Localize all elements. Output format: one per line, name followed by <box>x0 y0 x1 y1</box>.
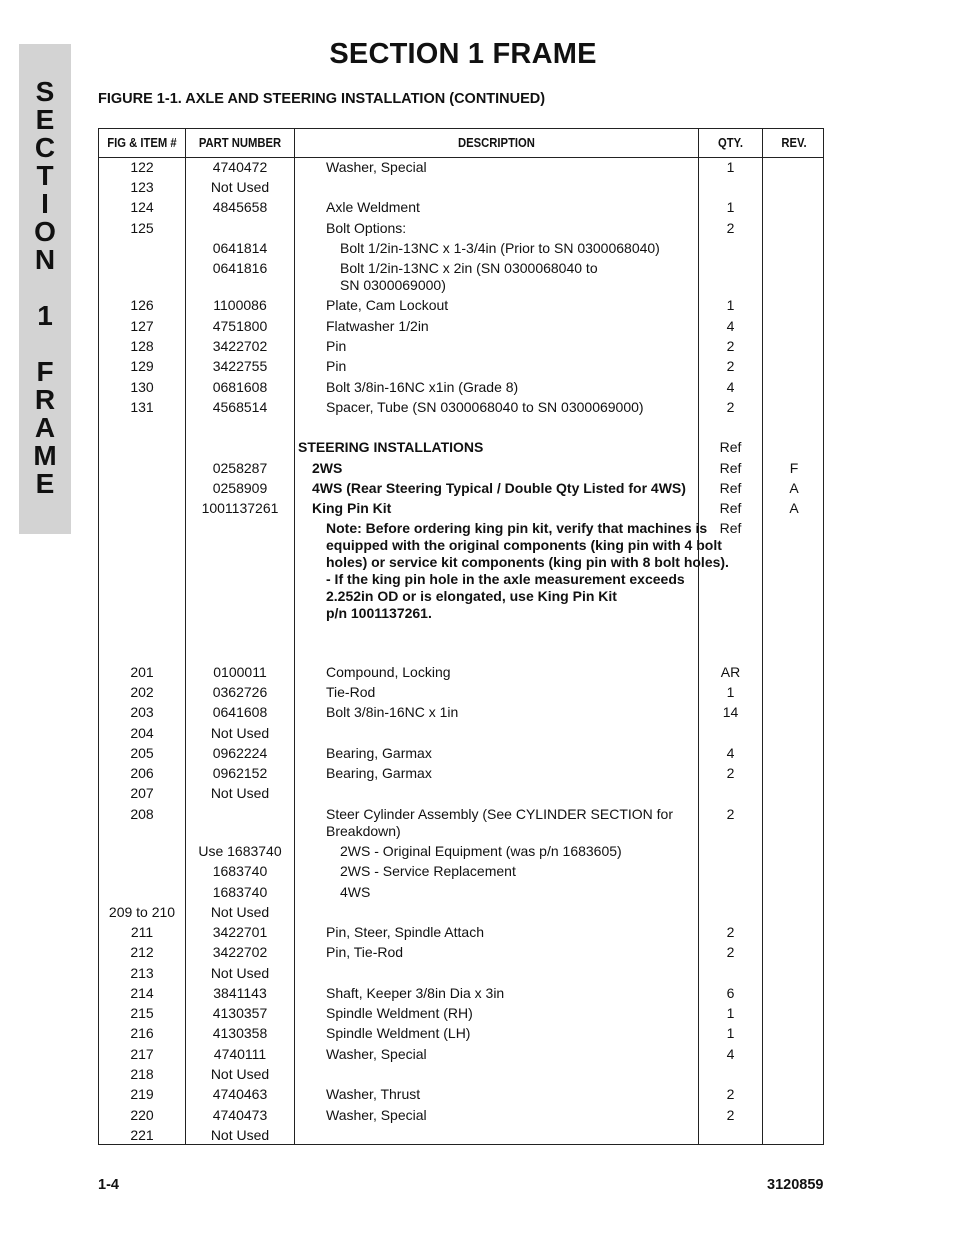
cell-description: 2WS <box>312 460 343 476</box>
cell-qty: 2 <box>726 338 735 354</box>
cell-rev: A <box>789 480 799 496</box>
cell-description: Pin, Tie-Rod <box>326 944 404 960</box>
page-title: SECTION 1 FRAME <box>329 38 597 70</box>
cell-part-number: Not Used <box>210 179 270 195</box>
cell-part-number: 1100086 <box>213 297 267 313</box>
cell-qty: Ref <box>719 460 742 476</box>
cell-qty: 2 <box>726 1086 735 1102</box>
cell-description: Compound, Locking <box>326 664 451 680</box>
cell-qty: 4 <box>726 1046 735 1062</box>
cell-fig-item: 219 <box>130 1086 154 1102</box>
cell-fig-item: 216 <box>130 1025 154 1041</box>
cell-description: Bolt Options: <box>326 220 407 236</box>
cell-description: 2WS - Service Replacement <box>340 863 516 879</box>
cell-part-number: 4845658 <box>212 199 268 215</box>
cell-description: Steer Cylinder Assembly (See CYLINDER SECTION for Breakdown) <box>326 806 673 839</box>
cell-fig-item: 122 <box>130 159 154 175</box>
cell-description: Spindle Weldment (LH) <box>326 1025 471 1041</box>
page-number: 1-4 <box>98 1177 119 1193</box>
side-tab-letters <box>19 78 71 498</box>
cell-qty: 2 <box>726 924 735 940</box>
cell-part-number: 3422702 <box>212 338 268 354</box>
cell-part-number: 0641816 <box>212 260 268 276</box>
column-header-part-number: PART NUMBER <box>198 136 282 150</box>
cell-fig-item: 201 <box>130 664 154 680</box>
cell-part-number: 4740472 <box>212 159 268 175</box>
cell-qty: AR <box>720 664 741 680</box>
side-tab-letter: I <box>41 188 49 219</box>
cell-fig-item: 204 <box>130 725 154 741</box>
cell-description: Spacer, Tube (SN 0300068040 to SN 0300069000) <box>326 399 644 415</box>
cell-description: STEERING INSTALLATIONS <box>298 439 484 455</box>
column-header-rev: REV. <box>781 136 807 150</box>
cell-fig-item: 209 to 210 <box>108 904 176 920</box>
cell-part-number: 0362726 <box>212 684 268 700</box>
column-divider <box>762 129 763 1144</box>
cell-part-number: Not Used <box>210 785 270 801</box>
cell-part-number: 0641814 <box>212 240 268 256</box>
cell-fig-item: 130 <box>130 379 154 395</box>
cell-part-number: 3422701 <box>212 924 268 940</box>
cell-description: Bolt 1/2in-13NC x 2in (SN 0300068040 to SN 0300069000) <box>340 260 598 293</box>
cell-description: 2WS - Original Equipment (was p/n 1683605) <box>340 843 622 859</box>
side-tab-letter: F <box>36 356 54 387</box>
cell-fig-item: 131 <box>130 399 154 415</box>
side-tab-letter: T <box>36 160 54 191</box>
cell-description: Washer, Special <box>326 1046 427 1062</box>
cell-description: Pin <box>326 358 347 374</box>
cell-fig-item: 215 <box>130 1005 154 1021</box>
side-tab-letter: S <box>35 76 55 107</box>
cell-qty: Ref <box>719 500 742 516</box>
cell-part-number: 1683740 <box>212 884 268 900</box>
document-number: 3120859 <box>767 1177 824 1193</box>
cell-part-number: Not Used <box>210 965 270 981</box>
cell-part-number: 4751800 <box>212 318 268 334</box>
cell-part-number: 3422702 <box>212 944 268 960</box>
cell-description: Shaft, Keeper 3/8in Dia x 3in <box>326 985 505 1001</box>
cell-fig-item: 206 <box>130 765 154 781</box>
cell-description: Tie-Rod <box>326 684 376 700</box>
cell-part-number: 0258287 <box>212 460 268 476</box>
side-tab-letter: C <box>34 132 56 163</box>
cell-fig-item: 217 <box>130 1046 154 1062</box>
cell-fig-item: 126 <box>130 297 154 313</box>
cell-description: Plate, Cam Lockout <box>326 297 449 313</box>
cell-qty: 2 <box>726 944 735 960</box>
cell-fig-item: 125 <box>130 220 154 236</box>
cell-part-number: 0681608 <box>212 379 268 395</box>
cell-qty: Ref <box>719 480 742 496</box>
column-header-description: DESCRIPTION <box>458 136 535 150</box>
cell-qty: 1 <box>726 297 735 313</box>
cell-description: 4WS (Rear Steering Typical / Double Qty Listed for 4WS) <box>312 480 686 496</box>
cell-description: Bolt 1/2in-13NC x 1-3/4in (Prior to SN 0300068040) <box>340 240 660 256</box>
cell-part-number: 4740463 <box>212 1086 268 1102</box>
cell-qty: 1 <box>726 159 735 175</box>
cell-description: Bearing, Garmax <box>326 745 432 761</box>
cell-description: Pin, Steer, Spindle Attach <box>326 924 484 940</box>
side-tab-letter: M <box>33 440 57 471</box>
cell-description: King Pin Kit <box>312 500 392 516</box>
side-tab-letter: R <box>34 384 56 415</box>
cell-description: Washer, Thrust <box>326 1086 421 1102</box>
cell-part-number: 3841143 <box>213 985 267 1001</box>
cell-description: Washer, Special <box>326 159 427 175</box>
cell-part-number: Not Used <box>210 725 270 741</box>
cell-fig-item: 124 <box>130 199 154 215</box>
cell-qty: 6 <box>726 985 735 1001</box>
cell-fig-item: 208 <box>130 806 154 822</box>
cell-qty: 4 <box>726 379 735 395</box>
cell-part-number: 1001137261 <box>201 500 279 516</box>
cell-qty: 1 <box>726 1025 735 1041</box>
cell-description: Spindle Weldment (RH) <box>326 1005 473 1021</box>
cell-qty: Ref <box>719 520 742 536</box>
cell-fig-item: 214 <box>130 985 154 1001</box>
cell-qty: 1 <box>726 199 735 215</box>
cell-description: Bolt 3/8in-16NC x1in (Grade 8) <box>326 379 519 395</box>
cell-description: Bearing, Garmax <box>326 765 432 781</box>
cell-fig-item: 203 <box>130 704 154 720</box>
cell-fig-item: 212 <box>130 944 154 960</box>
header-divider <box>99 157 823 158</box>
cell-fig-item: 207 <box>130 785 154 801</box>
cell-part-number: 4130357 <box>212 1005 268 1021</box>
cell-qty: 2 <box>726 399 735 415</box>
cell-qty: 4 <box>726 745 735 761</box>
cell-qty: 14 <box>722 704 739 720</box>
cell-fig-item: 205 <box>130 745 154 761</box>
cell-part-number: 1683740 <box>212 863 268 879</box>
cell-rev: F <box>789 460 799 476</box>
cell-fig-item: 127 <box>130 318 154 334</box>
cell-part-number: 0641608 <box>212 704 268 720</box>
column-header-fig-item: FIG & ITEM # <box>107 136 177 150</box>
cell-fig-item: 202 <box>130 684 154 700</box>
cell-qty: 1 <box>726 684 735 700</box>
cell-description: Flatwasher 1/2in <box>326 318 429 334</box>
cell-fig-item: 128 <box>130 338 154 354</box>
cell-description: Axle Weldment <box>326 199 420 215</box>
side-tab-letter: E <box>35 104 55 135</box>
cell-fig-item: 221 <box>130 1127 154 1143</box>
cell-part-number: 0258909 <box>212 480 268 496</box>
cell-qty: 2 <box>726 765 735 781</box>
cell-part-number: Use 1683740 <box>198 843 282 859</box>
cell-part-number: 4568514 <box>212 399 268 415</box>
cell-part-number: 3422755 <box>212 358 268 374</box>
cell-description: Washer, Special <box>326 1107 427 1123</box>
cell-fig-item: 123 <box>130 179 154 195</box>
cell-description: Note: Before ordering king pin kit, verify that machines is equipped with the original components (king pin with 4 bolt holes) or service kit components (king pin with 8 bolt holes). - If the king pin hole in the axle measurement exceeds 2.252in OD or is elongated, use King Pin Kit p/n 1001137261. <box>326 520 729 621</box>
cell-part-number: 4130358 <box>212 1025 268 1041</box>
side-tab-letter: 1 <box>37 300 53 331</box>
cell-part-number: 0100011 <box>213 664 267 680</box>
side-tab-letter: E <box>35 468 55 499</box>
side-tab-letter: N <box>34 244 56 275</box>
cell-fig-item: 211 <box>130 924 154 940</box>
section-side-tab <box>19 44 71 534</box>
cell-qty: 2 <box>726 1107 735 1123</box>
cell-description: Bolt 3/8in-16NC x 1in <box>326 704 459 720</box>
column-header-qty: QTY. <box>717 136 744 150</box>
cell-qty: 4 <box>726 318 735 334</box>
cell-fig-item: 213 <box>130 965 154 981</box>
cell-fig-item: 129 <box>130 358 154 374</box>
cell-part-number: Not Used <box>210 1066 270 1082</box>
cell-part-number: Not Used <box>210 1127 270 1143</box>
cell-qty: Ref <box>719 439 742 455</box>
cell-part-number: 0962224 <box>212 745 268 761</box>
cell-part-number: Not Used <box>210 904 270 920</box>
cell-qty: 2 <box>726 220 735 236</box>
cell-fig-item: 220 <box>130 1107 154 1123</box>
cell-description: Pin <box>326 338 347 354</box>
side-tab-letter: A <box>34 412 56 443</box>
side-tab-letter: O <box>34 216 56 247</box>
cell-qty: 2 <box>726 806 735 822</box>
cell-qty: 2 <box>726 358 735 374</box>
parts-table <box>98 128 824 1145</box>
cell-qty: 1 <box>726 1005 735 1021</box>
cell-part-number: 0962152 <box>212 765 268 781</box>
cell-fig-item: 218 <box>130 1066 154 1082</box>
cell-part-number: 4740111 <box>213 1046 267 1062</box>
cell-rev: A <box>789 500 799 516</box>
cell-part-number: 4740473 <box>212 1107 268 1123</box>
cell-description: 4WS <box>340 884 371 900</box>
figure-title: FIGURE 1-1. AXLE AND STEERING INSTALLATION (CONTINUED) <box>98 91 546 107</box>
